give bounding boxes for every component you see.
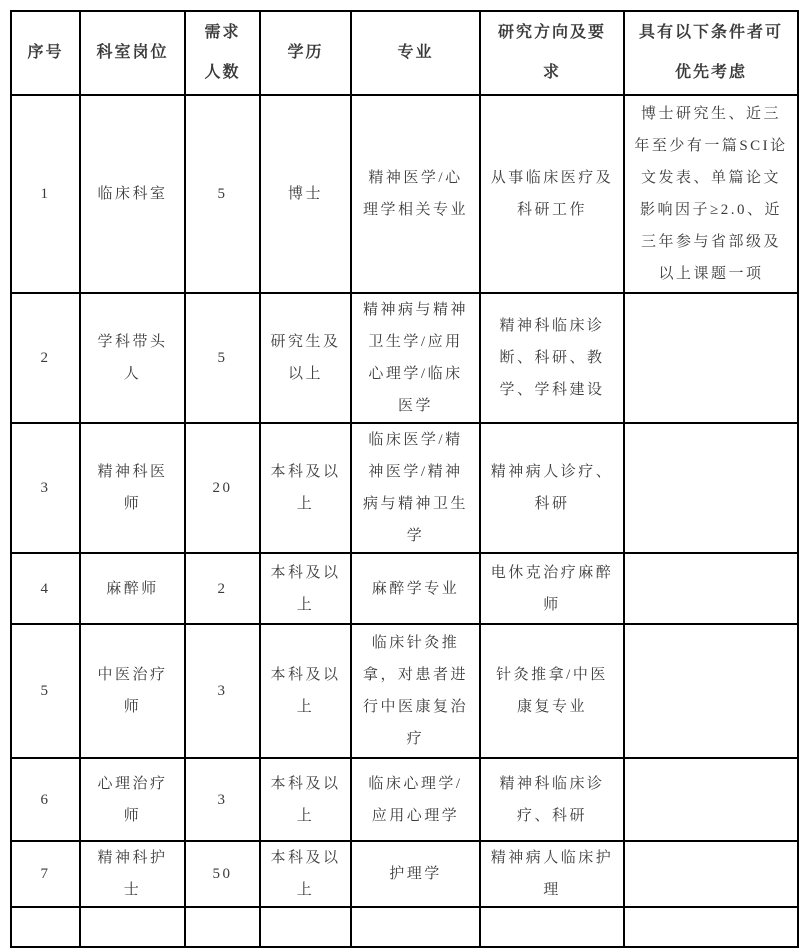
table-row xyxy=(11,293,798,423)
cell-priority-conditions xyxy=(624,423,798,553)
cell-research-direction: 精神病人诊疗、科研 xyxy=(480,423,624,553)
cell-major: 临床医学/精神医学/精神病与精神卫生学 xyxy=(351,423,480,553)
table-row xyxy=(11,758,798,841)
cell-education: 本科及以上 xyxy=(260,758,351,841)
cell-position: 心理治疗师 xyxy=(80,758,185,841)
col-header-education: 学历 xyxy=(260,11,351,95)
col-header-department-position: 科室岗位 xyxy=(80,11,185,95)
cell-no: 7 xyxy=(11,841,80,907)
cell-no: 1 xyxy=(11,95,80,293)
cell-education: 本科及以上 xyxy=(260,841,351,907)
cell-headcount xyxy=(185,907,260,947)
cell-research-direction xyxy=(480,907,624,947)
cell-major: 精神病与精神卫生学/应用心理学/临床医学 xyxy=(351,293,480,423)
cell-position xyxy=(80,907,185,947)
cell-major: 临床针灸推拿，对患者进行中医康复治疗 xyxy=(351,624,480,758)
cell-priority-conditions xyxy=(624,624,798,758)
cell-education: 本科及以上 xyxy=(260,553,351,624)
col-header-no: 序号 xyxy=(11,11,80,95)
cell-priority-conditions: 博士研究生、近三年至少有一篇SCI论文发表、单篇论文影响因子≥2.0、近三年参与省部级及以上课题一项 xyxy=(624,95,798,293)
cell-no xyxy=(11,907,80,947)
cell-education: 本科及以上 xyxy=(260,624,351,758)
cell-research-direction: 精神科临床诊疗、科研 xyxy=(480,758,624,841)
cell-major: 精神医学/心理学相关专业 xyxy=(351,95,480,293)
cell-position: 中医治疗师 xyxy=(80,624,185,758)
cell-education: 博士 xyxy=(260,95,351,293)
table-header-row xyxy=(11,11,798,95)
table-row xyxy=(11,95,798,293)
table-row xyxy=(11,624,798,758)
cell-no: 2 xyxy=(11,293,80,423)
cell-headcount: 3 xyxy=(185,758,260,841)
col-header-headcount: 需求人数 xyxy=(185,11,260,95)
cell-research-direction: 精神科临床诊断、科研、教学、学科建设 xyxy=(480,293,624,423)
col-header-priority-conditions: 具有以下条件者可优先考虑 xyxy=(624,11,798,95)
table-row xyxy=(11,553,798,624)
cell-priority-conditions xyxy=(624,758,798,841)
cell-research-direction: 电休克治疗麻醉师 xyxy=(480,553,624,624)
cell-major: 临床心理学/应用心理学 xyxy=(351,758,480,841)
cell-research-direction: 精神病人临床护理 xyxy=(480,841,624,907)
cell-no: 6 xyxy=(11,758,80,841)
cell-position: 临床科室 xyxy=(80,95,185,293)
cell-headcount: 5 xyxy=(185,293,260,423)
table-row-partial xyxy=(11,907,798,947)
cell-priority-conditions xyxy=(624,553,798,624)
table-row xyxy=(11,841,798,907)
cell-education xyxy=(260,907,351,947)
cell-headcount: 3 xyxy=(185,624,260,758)
cell-headcount: 50 xyxy=(185,841,260,907)
recruitment-positions-table xyxy=(10,10,799,948)
col-header-major: 专业 xyxy=(351,11,480,95)
cell-headcount: 5 xyxy=(185,95,260,293)
cell-position: 精神科护士 xyxy=(80,841,185,907)
cell-priority-conditions xyxy=(624,841,798,907)
cell-research-direction: 从事临床医疗及科研工作 xyxy=(480,95,624,293)
cell-no: 4 xyxy=(11,553,80,624)
cell-major: 护理学 xyxy=(351,841,480,907)
cell-position: 麻醉师 xyxy=(80,553,185,624)
cell-position: 学科带头人 xyxy=(80,293,185,423)
col-header-research-direction: 研究方向及要求 xyxy=(480,11,624,95)
cell-major xyxy=(351,907,480,947)
cell-headcount: 20 xyxy=(185,423,260,553)
cell-major: 麻醉学专业 xyxy=(351,553,480,624)
cell-education: 本科及以上 xyxy=(260,423,351,553)
table-row xyxy=(11,423,798,553)
cell-position: 精神科医师 xyxy=(80,423,185,553)
cell-no: 5 xyxy=(11,624,80,758)
cell-no: 3 xyxy=(11,423,80,553)
cell-priority-conditions xyxy=(624,293,798,423)
cell-research-direction: 针灸推拿/中医康复专业 xyxy=(480,624,624,758)
cell-priority-conditions xyxy=(624,907,798,947)
cell-headcount: 2 xyxy=(185,553,260,624)
cell-education: 研究生及以上 xyxy=(260,293,351,423)
